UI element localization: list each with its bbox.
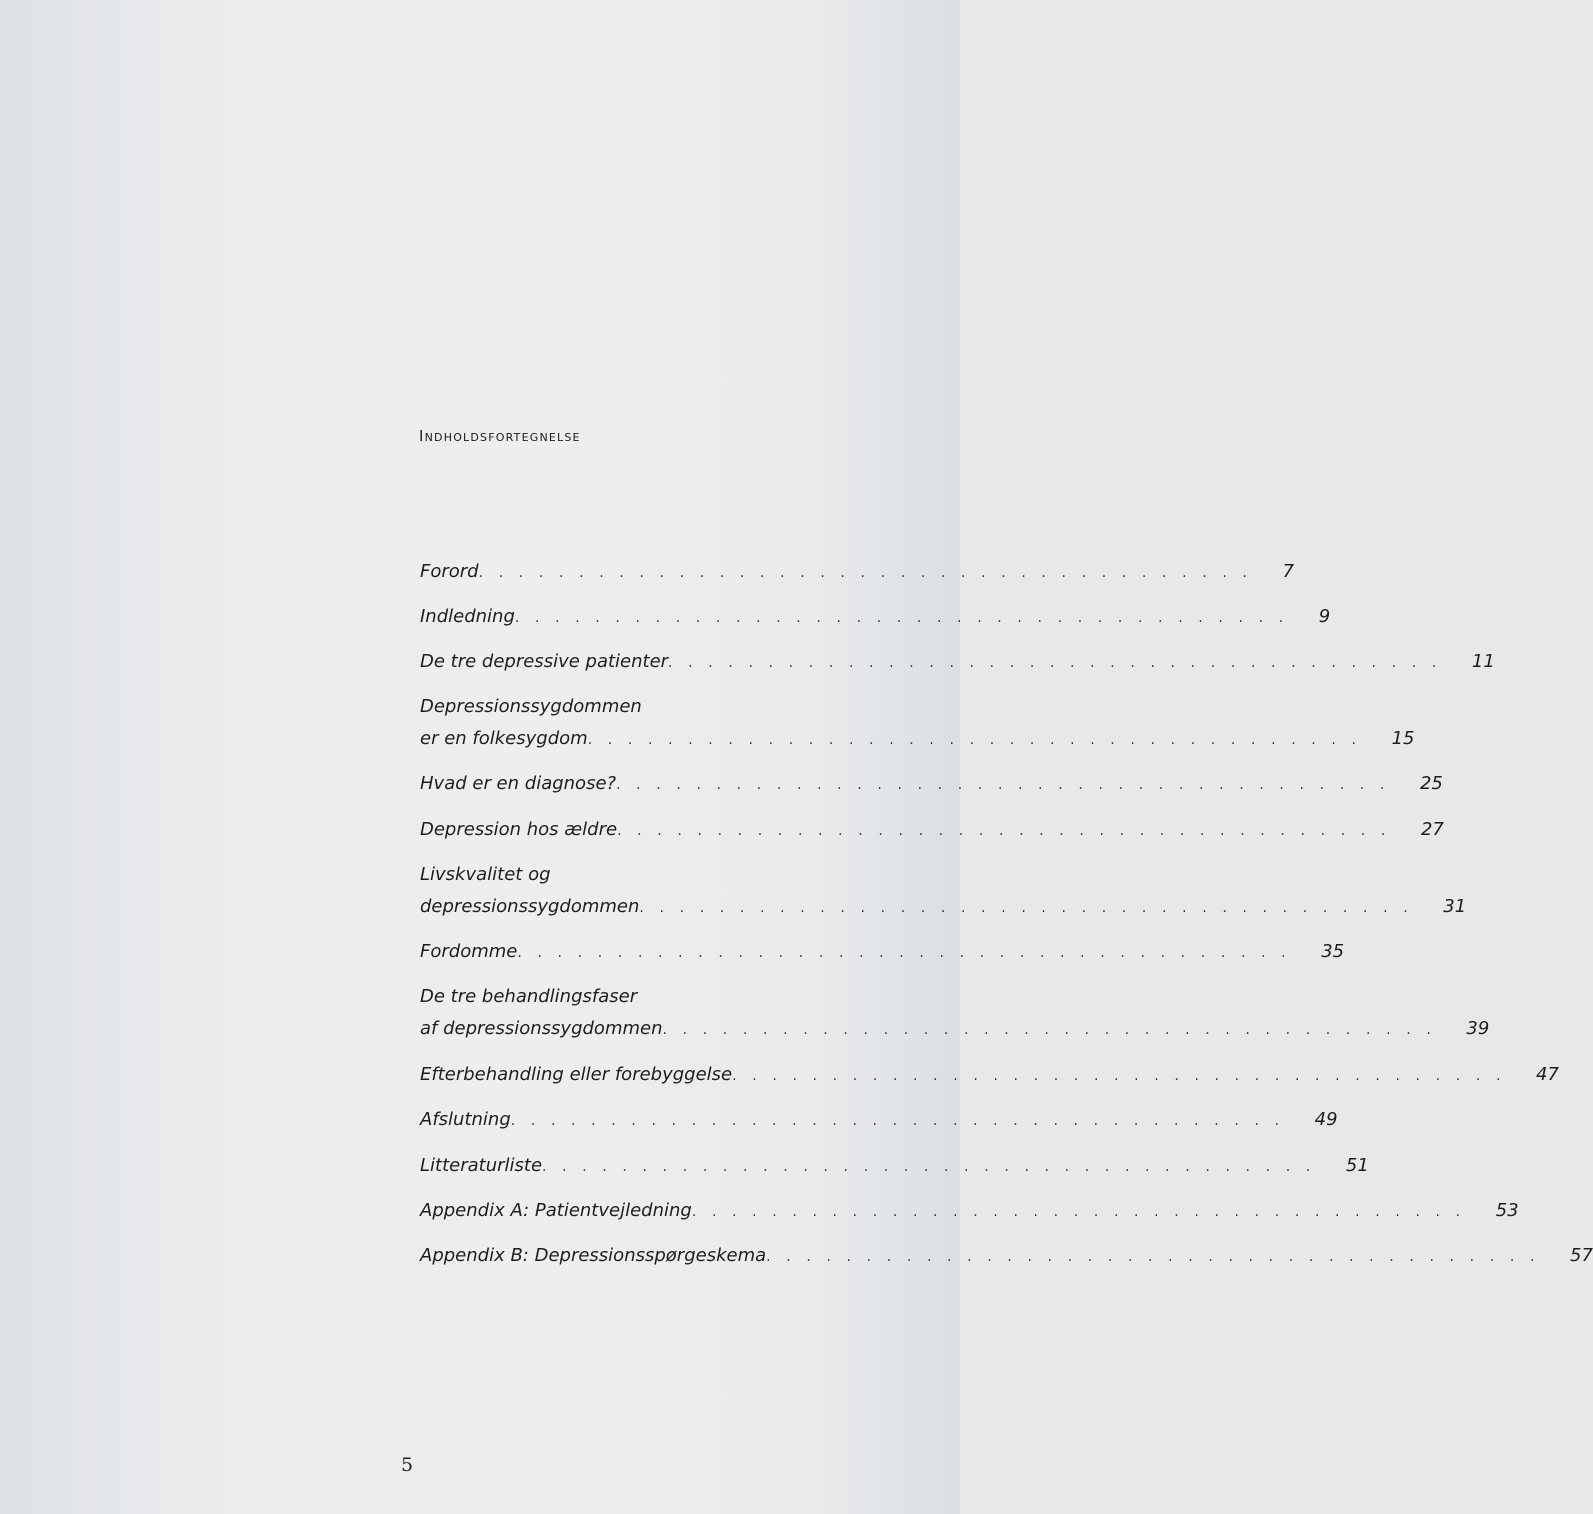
toc-entry-afslutning [420,1104,1338,1136]
dot-leader: . . . . . . . . . . . . . . . . . . . . . . . . . . . . . . . . . . . . . . . [542,1159,1316,1175]
dot-leader: . . . . . . . . . . . . . . . . . . . . . . . . . . . . . . . . . . . . . . . [668,655,1442,671]
dot-leader: . . . . . . . . . . . . . . . . . . . . . . . . . . . . . . . . . . . . . . . [517,945,1292,961]
toc-entry-label-line2: af depressionssygdommen [420,1018,663,1039]
toc-entry-label-line2: depressionssygdommen [420,896,640,917]
toc-entry-forord [420,556,1294,588]
toc-entry-page: 9 [1318,606,1331,627]
toc-entry-label-line2: er en folkesygdom [420,728,588,749]
dot-leader: . . . . . . . . . . . . . . . . . . . . . . . . . . . . . . . . . . . . . . . [691,1204,1466,1220]
dot-leader: . . . . . . . . . . . . . . . . . . . . . . . . . . . . . . . . . . . . . . . [732,1068,1507,1084]
toc-entry-page: 11 [1471,651,1495,672]
toc-entry-litteraturliste [420,1150,1369,1182]
dot-leader: . . . . . . . . . . . . . . . . . . . . . . . . . . . . . . . . . . . . . . . [617,823,1391,839]
toc-entry-de-tre-depressive-patienter [420,646,1495,678]
toc-entry-behandlingsfaser [420,981,1490,1045]
toc-entry-indledning [420,601,1331,633]
toc-entry-label: Fordomme [420,941,518,962]
toc-heading: Indholdsfortegnelse [419,427,581,445]
dot-leader: . . . . . . . . . . . . . . . . . . . . . . . . . . . . . . . . . . . . . . . [587,732,1362,748]
toc-entry-label: Depression hos ældre [420,819,618,840]
dot-leader: . . . . . . . . . . . . . . . . . . . . . . . . . . . . . . . . . . . . . . . [510,1113,1285,1129]
toc-entry-label: Forord [420,561,479,582]
dot-leader: . . . . . . . . . . . . . . . . . . . . . . . . . . . . . . . . . . . . . . . [478,565,1253,581]
toc-entry-page: 35 [1321,941,1345,962]
toc-entry-label: Livskvalitet og [420,864,551,885]
toc-entry-page: 15 [1391,728,1415,749]
toc-entry-page: 25 [1419,773,1443,794]
toc-entry-hvad-er-en-diagnose [420,768,1443,800]
toc-entry-efterbehandling [420,1059,1559,1091]
toc-entry-label: De tre depressive patienter [420,651,669,672]
dot-leader: . . . . . . . . . . . . . . . . . . . . . . . . . . . . . . . . . . . . . . . [662,1022,1437,1038]
toc-entry-label: Appendix B: Depressionsspørgeskema [420,1245,767,1266]
toc-entry-label: De tre behandlingsfaser [420,986,638,1007]
dot-leader: . . . . . . . . . . . . . . . . . . . . . . . . . . . . . . . . . . . . . . . [766,1249,1541,1265]
toc-entry-page: 47 [1536,1064,1559,1085]
toc-entry-label: Hvad er en diagnose? [420,773,617,794]
toc-entry-appendix-a [420,1195,1519,1227]
toc-entry-label: Appendix A: Patientvejledning [420,1200,692,1221]
toc-entry-page: 57 [1570,1245,1593,1266]
page-number: 5 [401,1454,414,1476]
dot-leader: . . . . . . . . . . . . . . . . . . . . . . . . . . . . . . . . . . . . . . . [616,777,1390,793]
toc-entry-label: Depressionssygdommen [420,696,642,717]
toc-entry-page: 53 [1495,1200,1519,1221]
toc-entry-depression-hos-aeldre [420,814,1444,846]
toc-entry-page: 7 [1282,561,1294,582]
dot-leader: . . . . . . . . . . . . . . . . . . . . . . . . . . . . . . . . . . . . . . . [514,610,1289,626]
toc-entry-depressionssygdommen-folkesygdom [420,691,1415,755]
toc-entry-page: 49 [1314,1109,1338,1130]
toc-entry-appendix-b [420,1240,1593,1272]
toc-entry-livskvalitet [420,859,1467,923]
toc-entry-label: Afslutning [420,1109,511,1130]
toc-entry-page: 31 [1443,896,1467,917]
toc-entry-page: 51 [1345,1155,1369,1176]
toc-entry-label: Indledning [420,606,515,627]
toc-entry-page: 39 [1466,1018,1490,1039]
toc-entry-label: Litteraturliste [420,1155,543,1176]
toc-entry-label: Efterbehandling eller forebyggelse [420,1064,733,1085]
dot-leader: . . . . . . . . . . . . . . . . . . . . . . . . . . . . . . . . . . . . . . . [639,900,1414,916]
toc-entry-fordomme [420,936,1345,968]
toc-entry-page: 27 [1420,819,1444,840]
